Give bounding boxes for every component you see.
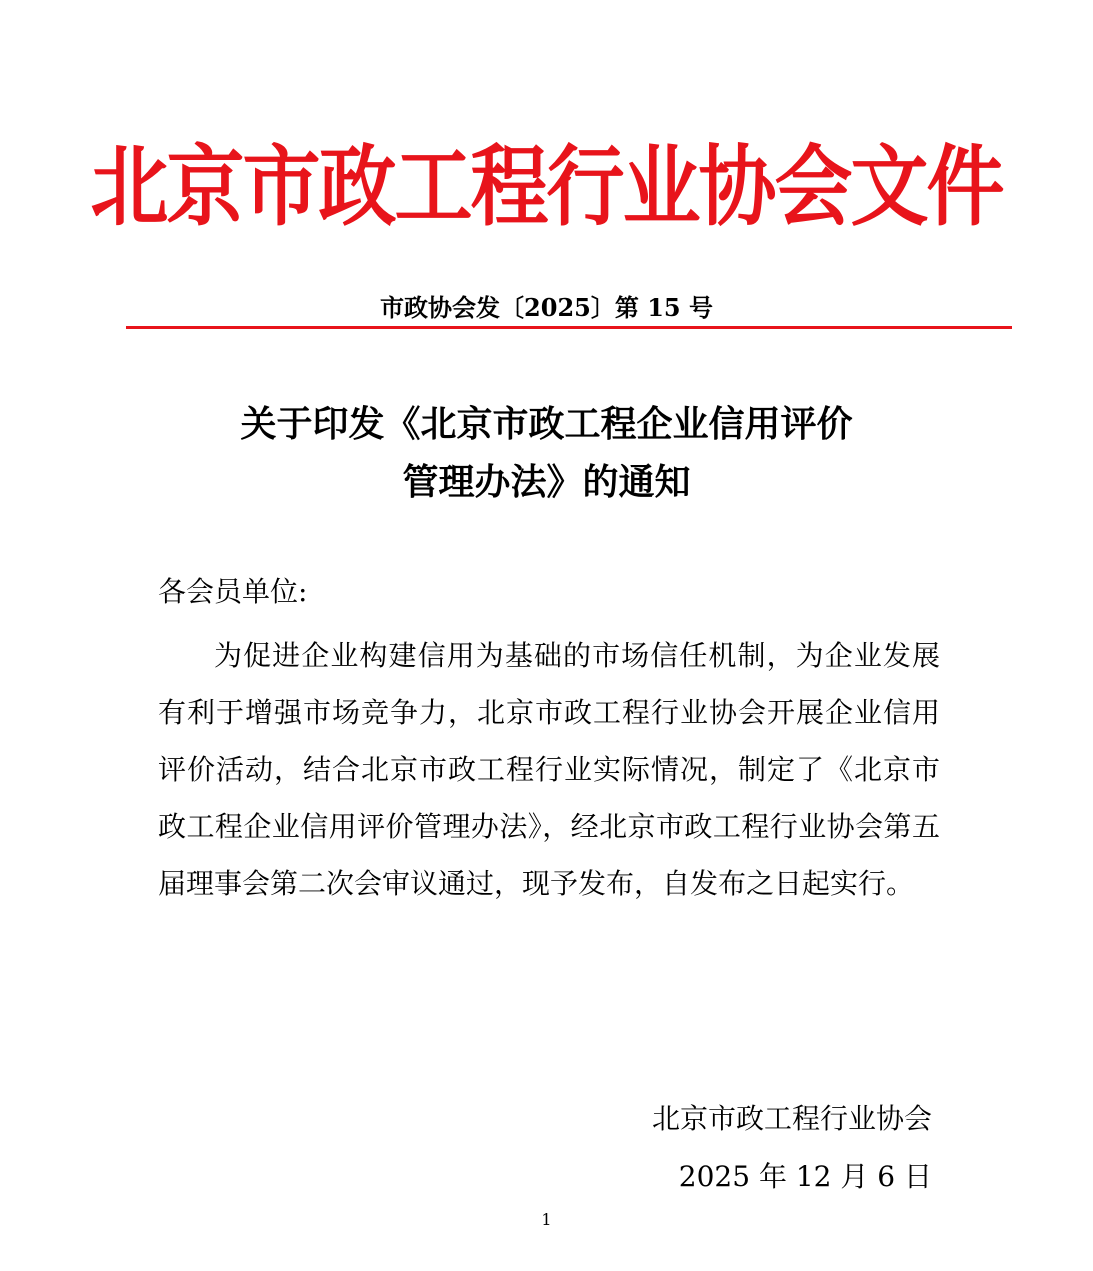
signature-organization: 北京市政工程行业协会 bbox=[651, 1102, 932, 1135]
page-number: 1 bbox=[541, 1210, 552, 1229]
document-number: 市政协会发〔2025〕第 15 号 bbox=[380, 293, 713, 322]
body-paragraph: 为促进企业构建信用为基础的市场信任机制，为企业发展有利于增强市场竞争力，北京市政工程行业协会开展企业信用评价活动，结合北京市政工程行业实际情况，制定了《北京市政工程企业信用评价管理办法》，经北京市政工程行业协会第五届理事会第二次会审议通过，现予发布，自发布之日起实行。 bbox=[158, 639, 940, 900]
issuing-authority-title: 北京市政工程行业协会文件 bbox=[90, 137, 1003, 239]
red-divider-line bbox=[126, 326, 1012, 329]
notice-title bbox=[0, 396, 1093, 512]
signature-date: 2025 年 12 月 6 日 bbox=[678, 1160, 932, 1193]
addressee: 各会员单位: bbox=[158, 575, 308, 608]
notice-title-line-2: 管理办法》的通知 bbox=[402, 462, 691, 503]
notice-title-line-1: 关于印发《北京市政工程企业信用评价 bbox=[240, 404, 853, 445]
